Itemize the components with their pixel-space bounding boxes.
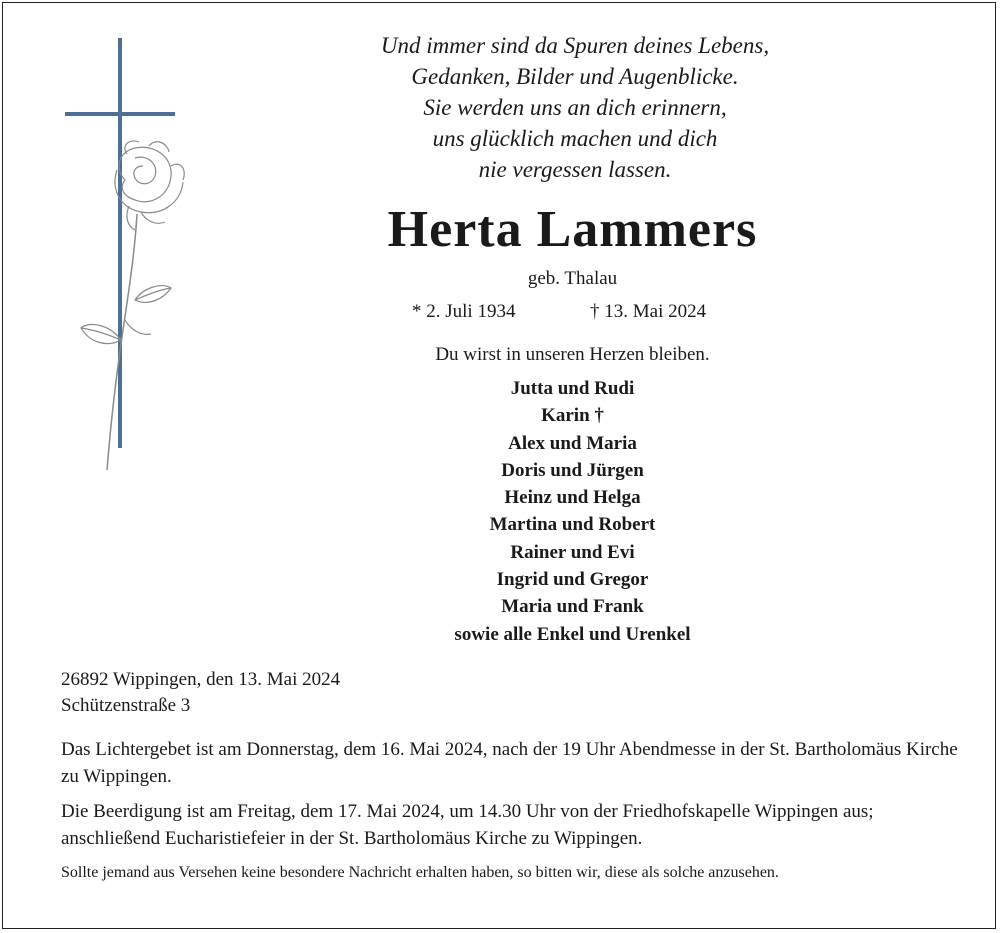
address-block	[61, 667, 340, 719]
place-date: 26892 Wippingen, den 13. Mai 2024	[61, 669, 341, 690]
poem-line: nie vergessen lassen.	[478, 157, 672, 182]
rose-icon	[81, 141, 184, 470]
mourner: Karin †	[541, 405, 604, 427]
cross-icon	[65, 38, 175, 448]
mourner: Heinz und Helga	[504, 487, 641, 509]
poem-line: Und immer sind da Spuren deines Lebens,	[380, 33, 770, 58]
mourner: Maria und Frank	[501, 596, 644, 618]
vigil-info: Das Lichtergebet ist am Donnerstag, dem 16. Mai 2024, nach der 19 Uhr Abendmesse in der St. Bartholomäus Kirche zu Wippingen.	[61, 739, 958, 787]
cross-rose-illustration	[55, 30, 205, 490]
motto: Du wirst in unseren Herzen bleiben.	[435, 344, 710, 365]
mourner: Jutta und Rudi	[510, 378, 635, 399]
street: Schützenstraße 3	[61, 695, 191, 716]
poem-line: uns glücklich machen und dich	[432, 126, 718, 151]
death-date: † 13. Mai 2024	[590, 301, 707, 322]
deceased-name: Herta Lammers	[387, 201, 758, 258]
mourner: Doris und Jürgen	[501, 459, 644, 481]
mourner: Alex und Maria	[508, 432, 637, 454]
mourner: sowie alle Enkel und Urenkel	[454, 623, 691, 645]
mourner: Martina und Robert	[489, 514, 656, 536]
poem	[330, 30, 820, 185]
poem-line: Sie werden uns an dich erinnern,	[423, 95, 727, 120]
mourners-list	[360, 375, 785, 648]
mourner: Ingrid und Gregor	[496, 569, 649, 591]
notice-note: Sollte jemand aus Versehen keine besondere Nachricht erhalten haben, so bitten wir, diese als solche anzusehen.	[61, 864, 779, 881]
birth-date: * 2. Juli 1934	[412, 301, 516, 322]
funeral-info: Die Beerdigung ist am Freitag, dem 17. Mai 2024, um 14.30 Uhr von der Friedhofskapelle Wippingen aus; anschließend Eucharistiefeier in der St. Bartholomäus Kirche zu Wippingen.	[61, 801, 874, 849]
maiden-name: geb. Thalau	[527, 268, 618, 289]
poem-line: Gedanken, Bilder und Augenblicke.	[411, 64, 739, 89]
mourner: Rainer und Evi	[510, 541, 635, 563]
